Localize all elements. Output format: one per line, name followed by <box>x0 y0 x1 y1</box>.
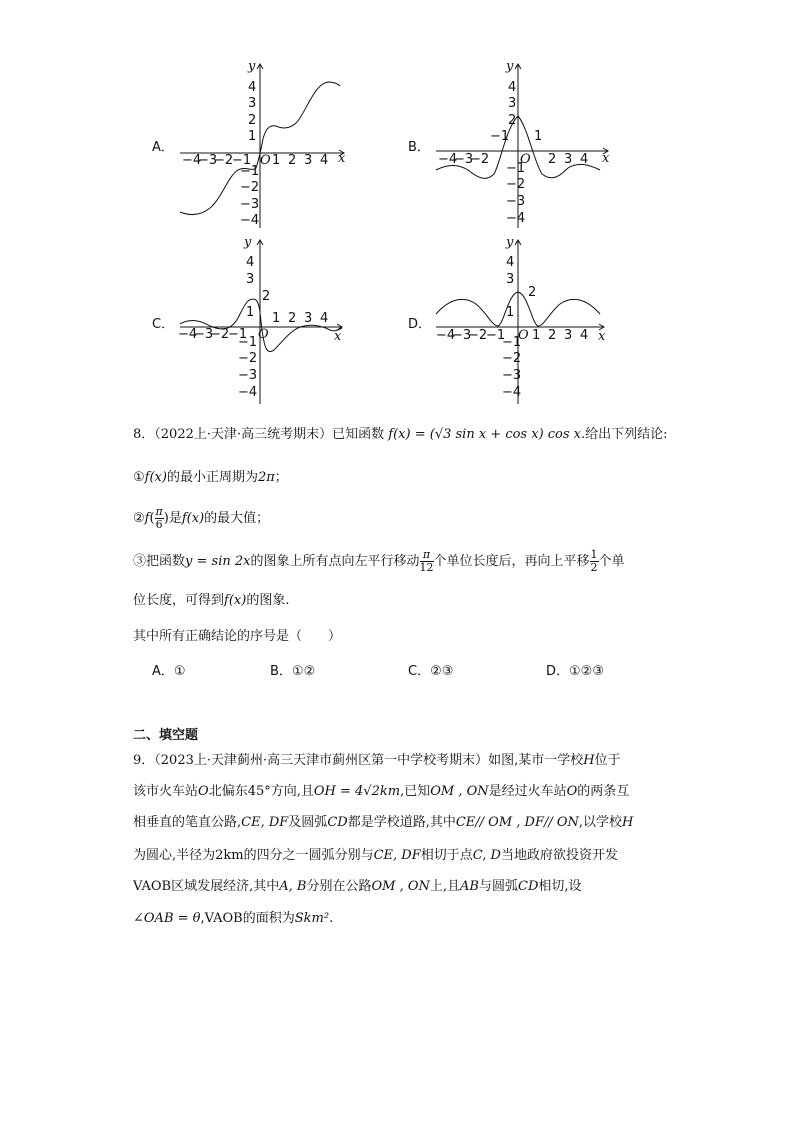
q8-choice-a[interactable]: A．① <box>152 664 186 679</box>
svg-text:3: 3 <box>246 272 255 287</box>
graph-a <box>176 58 352 230</box>
svg-text:1: 1 <box>248 129 257 144</box>
svg-text:−2: −2 <box>470 152 490 167</box>
graph-d <box>432 234 612 406</box>
axis-label-x: x <box>338 151 346 166</box>
svg-text:x: x <box>602 151 610 166</box>
svg-text:−4: −4 <box>506 211 526 226</box>
axis-label-y: y <box>248 59 256 74</box>
svg-text:−4: −4 <box>238 385 258 400</box>
svg-text:2: 2 <box>248 113 257 128</box>
svg-text:−2: −2 <box>210 327 230 342</box>
svg-text:4: 4 <box>320 153 329 168</box>
svg-text:y: y <box>506 235 514 250</box>
svg-text:−2: −2 <box>214 153 234 168</box>
option-b-label: B． <box>408 140 430 155</box>
q8-choice-d[interactable]: D．①②③ <box>546 664 604 679</box>
graph-b <box>432 58 612 230</box>
svg-text:4: 4 <box>580 328 589 343</box>
svg-text:−2: −2 <box>238 351 258 366</box>
svg-text:−4: −4 <box>178 327 198 342</box>
svg-text:−2: −2 <box>506 177 526 192</box>
svg-text:−4: −4 <box>182 153 202 168</box>
svg-text:−4: −4 <box>502 385 522 400</box>
graph-c <box>176 234 352 406</box>
svg-text:3: 3 <box>304 153 313 168</box>
svg-text:3: 3 <box>304 311 313 326</box>
svg-text:−4: −4 <box>240 213 260 228</box>
svg-text:4: 4 <box>508 80 517 95</box>
svg-text:1: 1 <box>506 305 515 320</box>
svg-text:3: 3 <box>564 152 573 167</box>
q8-choice-b[interactable]: B．①② <box>270 664 316 679</box>
q8-choice-c[interactable]: C．②③ <box>408 664 454 679</box>
svg-text:−3: −3 <box>454 152 474 167</box>
svg-text:4: 4 <box>248 80 257 95</box>
svg-text:y: y <box>244 235 252 250</box>
svg-text:3: 3 <box>506 272 515 287</box>
svg-text:−1: −1 <box>232 153 252 168</box>
section-title: 二、填空题 <box>133 728 199 743</box>
q9-line-1: 9．（2023上·天津蓟州·高三天津市蓟州区第一中学校考期末）如图,某市一学校H位于 <box>133 753 621 768</box>
svg-text:−1: −1 <box>486 328 506 343</box>
svg-text:−1: −1 <box>240 164 260 179</box>
option-c-label: C． <box>152 317 175 332</box>
svg-text:O: O <box>258 327 269 342</box>
svg-text:3: 3 <box>564 328 573 343</box>
svg-text:1: 1 <box>532 328 541 343</box>
svg-text:−2: −2 <box>502 351 522 366</box>
svg-text:−3: −3 <box>502 368 522 383</box>
svg-text:1: 1 <box>534 129 543 144</box>
svg-text:−4: −4 <box>438 152 458 167</box>
svg-text:−3: −3 <box>452 328 472 343</box>
svg-text:2: 2 <box>288 153 297 168</box>
svg-text:4: 4 <box>580 152 589 167</box>
q9-line-6: ∠OAB = θ,VAOB的面积为Skm². <box>133 911 334 926</box>
q9-line-2: 该市火车站O北偏东45°方向,且OH = 4√2km,已知OM , ON是经过火车站O的两条互 <box>133 784 630 799</box>
svg-text:x: x <box>334 329 342 344</box>
svg-text:3: 3 <box>508 96 517 111</box>
svg-text:3: 3 <box>248 96 257 111</box>
q8-ask: 其中所有正确结论的序号是（ ） <box>133 629 342 644</box>
svg-text:2: 2 <box>548 152 557 167</box>
svg-text:−4: −4 <box>436 328 456 343</box>
q8-conclusion-1: ①f(x)的最小正周期为2π； <box>133 470 288 485</box>
svg-text:−3: −3 <box>198 153 218 168</box>
curve-c <box>180 299 342 351</box>
svg-text:2: 2 <box>288 311 297 326</box>
svg-text:1: 1 <box>272 153 281 168</box>
svg-text:O: O <box>518 328 529 343</box>
q9-line-4: 为圆心,半径为2km的四分之一圆弧分别与CE, DF相切于点C, D当地政府欲投资开发 <box>133 848 618 863</box>
svg-text:−3: −3 <box>240 197 260 212</box>
option-a-label: A． <box>152 140 174 155</box>
svg-text:4: 4 <box>320 311 329 326</box>
svg-text:−1: −1 <box>238 335 258 350</box>
q8-stem: 8．（2022上·天津·高三统考期末）已知函数 f(x) = (√3 sin x + cos x) cos x.给出下列结论: <box>133 427 668 442</box>
q9-line-3: 相垂直的笔直公路,CE, DF及圆弧CD都是学校道路,其中CE// OM , DF// ON,以学校H <box>133 815 634 830</box>
svg-text:2: 2 <box>548 328 557 343</box>
q8-conclusion-3: ③把函数y = sin 2x的图象上所有点向左平行移动 $\frac{\pi}{12}$ 个单位长度后，再向上平移 $\frac{1}{2}$ 个单 <box>133 548 625 574</box>
svg-text:−2: −2 <box>240 180 260 195</box>
svg-text:−3: −3 <box>194 327 214 342</box>
svg-text:1: 1 <box>246 305 255 320</box>
svg-text:x: x <box>598 329 606 344</box>
svg-text:y: y <box>506 59 514 74</box>
svg-text:2: 2 <box>508 113 517 128</box>
svg-text:4: 4 <box>506 255 515 270</box>
svg-text:−1: −1 <box>490 129 510 144</box>
svg-text:−3: −3 <box>238 368 258 383</box>
svg-text:O: O <box>260 153 271 168</box>
svg-text:−3: −3 <box>506 194 526 209</box>
svg-text:−1: −1 <box>228 327 248 342</box>
q9-line-5: VAOB区域发展经济,其中A, B分别在公路OM , ON上,且AB与圆弧CD相切,设 <box>133 879 582 894</box>
svg-text:2: 2 <box>262 289 271 304</box>
svg-text:4: 4 <box>246 255 255 270</box>
svg-text:O: O <box>520 152 531 167</box>
svg-text:−1: −1 <box>502 335 522 350</box>
svg-text:1: 1 <box>272 311 281 326</box>
option-d-label: D． <box>408 317 432 332</box>
q8-conclusion-3-cont: 位长度，可得到f(x)的图象. <box>133 593 290 608</box>
svg-text:2: 2 <box>528 285 537 300</box>
svg-text:−1: −1 <box>506 161 526 176</box>
svg-text:−2: −2 <box>468 328 488 343</box>
q8-conclusion-2: ②f( $\frac{\pi}{6}$ )是f(x)的最大值； <box>133 505 270 531</box>
